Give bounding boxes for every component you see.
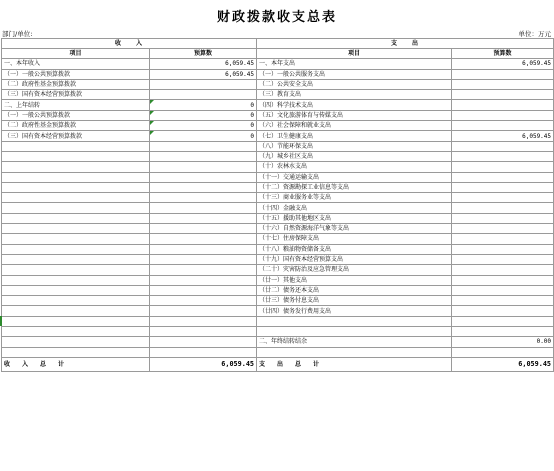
income-value-cell [150,172,257,182]
expense-value-cell [452,224,554,234]
income-item-cell [2,141,150,151]
expense-value-cell [452,306,554,316]
income-value-cell [150,234,257,244]
income-item-cell: （二）政府性基金预算拨款 [2,79,150,89]
expense-item-cell [257,347,452,357]
income-value-cell [150,275,257,285]
table-row [2,141,554,151]
income-value-cell [150,296,257,306]
expense-total-label: 支 出 总 计 [257,357,452,371]
income-item-cell: （三）国有资本经营预算拨款 [2,131,150,141]
table-row [2,100,554,110]
income-value-cell [150,151,257,161]
income-item-cell: （三）国有资本经营预算拨款 [2,90,150,100]
table-row [2,59,554,69]
expense-item-cell: （八）节能环保支出 [257,141,452,151]
income-value-cell [150,265,257,275]
expense-item-cell: （廿二）债务还本支出 [257,285,452,295]
expense-value-cell [452,213,554,223]
income-value-cell [150,193,257,203]
expense-item-cell: （七）卫生健康支出 [257,131,452,141]
expense-value-cell [452,244,554,254]
expense-item-header: 项目 [257,49,452,59]
expense-value-cell [452,121,554,131]
expense-value-cell [452,316,554,326]
income-item-cell [2,213,150,223]
expense-value-cell: 6,059.45 [452,59,554,69]
table-row [2,306,554,316]
income-value-cell [150,347,257,357]
income-value-cell: 6,059.45 [150,69,257,79]
expense-value-cell [452,182,554,192]
expense-item-cell: （廿四）债务发行费用支出 [257,306,452,316]
expense-item-cell: （十九）国有资本经营预算支出 [257,254,452,264]
expense-value-cell [452,347,554,357]
department-label: 部门/单位: [2,30,33,38]
income-value-cell [150,79,257,89]
income-total-value: 6,059.45 [150,357,257,371]
income-item-cell [2,234,150,244]
expense-item-cell: （五）文化旅游体育与传媒支出 [257,110,452,120]
income-value-cell: 0 [150,100,257,110]
income-item-cell [2,193,150,203]
income-section-header: 收 入 [2,39,257,49]
expense-value-cell [452,327,554,337]
expense-item-cell: （十五）援助其他地区支出 [257,213,452,223]
expense-value-cell [452,234,554,244]
expense-item-cell: （三）教育支出 [257,90,452,100]
income-item-header: 项目 [2,49,150,59]
income-value-cell [150,327,257,337]
income-item-cell [2,275,150,285]
expense-value-cell [452,151,554,161]
expense-value-cell [452,296,554,306]
income-total-label: 收 入 总 计 [2,357,150,371]
expense-item-cell: （十四）金融支出 [257,203,452,213]
expense-value-cell [452,69,554,79]
expense-item-cell: （九）城乡社区支出 [257,151,452,161]
income-item-cell [2,224,150,234]
column-header-row [2,49,554,59]
expense-total-value: 6,059.45 [452,357,554,371]
income-item-cell [2,306,150,316]
expense-section-header: 支 出 [257,39,554,49]
expense-item-cell [257,316,452,326]
table-row [2,275,554,285]
expense-item-cell: （一）一般公共服务支出 [257,69,452,79]
income-item-cell: （二）政府性基金预算拨款 [2,121,150,131]
table-row [2,327,554,337]
expense-value-cell [452,110,554,120]
table-row [2,69,554,79]
table-row [2,193,554,203]
expense-value-cell [452,79,554,89]
income-item-cell [2,244,150,254]
budget-table [1,38,554,372]
expense-item-cell: （二）公共安全支出 [257,79,452,89]
expense-item-cell: （十一）交通运输支出 [257,172,452,182]
expense-value-cell [452,254,554,264]
cell-marker [0,316,2,326]
table-row [2,347,554,357]
expense-item-cell: 二、年终结转结余 [257,337,452,347]
expense-value-cell [452,100,554,110]
income-value-cell: 6,059.45 [150,59,257,69]
income-value-cell [150,254,257,264]
income-item-cell [2,172,150,182]
table-row [2,254,554,264]
expense-value-cell [452,172,554,182]
income-item-cell [2,327,150,337]
expense-item-cell: （十六）自然资源海洋气象等支出 [257,224,452,234]
income-value-cell [150,90,257,100]
income-value-cell [150,337,257,347]
expense-item-cell: （二十）灾害防治及应急管理支出 [257,265,452,275]
table-row [2,79,554,89]
income-item-cell [2,182,150,192]
expense-item-cell: （廿三）债务付息支出 [257,296,452,306]
income-item-cell [2,285,150,295]
income-item-cell [2,151,150,161]
table-row [2,172,554,182]
income-value-cell [150,306,257,316]
income-item-cell [2,162,150,172]
table-row [2,203,554,213]
table-row [2,90,554,100]
income-value-cell [150,244,257,254]
income-budget-header: 预算数 [150,49,257,59]
table-row [2,265,554,275]
expense-value-cell [452,285,554,295]
income-item-cell [2,265,150,275]
income-item-cell: （一）一般公共预算拨款 [2,69,150,79]
table-row [2,285,554,295]
income-value-cell [150,182,257,192]
table-row [2,213,554,223]
expense-value-cell [452,203,554,213]
income-item-cell [2,347,150,357]
table-row [2,131,554,141]
income-value-cell [150,224,257,234]
expense-value-cell: 6,059.45 [452,131,554,141]
table-row [2,110,554,120]
expense-item-cell: （十八）粮油物资储备支出 [257,244,452,254]
expense-value-cell [452,141,554,151]
expense-item-cell: （四）科学技术支出 [257,100,452,110]
income-item-cell: （一）一般公共预算拨款 [2,110,150,120]
table-row [2,182,554,192]
expense-value-cell [452,193,554,203]
unit-label: 单位：万元 [518,30,551,38]
income-value-cell [150,141,257,151]
income-value-cell [150,203,257,213]
table-row [2,337,554,347]
table-row [2,224,554,234]
expense-value-cell [452,275,554,285]
totals-row [2,357,554,371]
income-item-cell [2,337,150,347]
expense-budget-header: 预算数 [452,49,554,59]
income-value-cell [150,285,257,295]
table-row [2,244,554,254]
expense-item-cell: （十）农林水支出 [257,162,452,172]
income-item-cell: 一、本年收入 [2,59,150,69]
income-value-cell [150,162,257,172]
expense-item-cell: 一、本年支出 [257,59,452,69]
page-title: 财政拨款收支总表 [216,10,337,25]
expense-value-cell [452,90,554,100]
expense-value-cell [452,162,554,172]
income-value-cell: 0 [150,131,257,141]
income-value-cell: 0 [150,110,257,120]
expense-item-cell: （廿一）其他支出 [257,275,452,285]
expense-item-cell: （六）社会保障和就业支出 [257,121,452,131]
income-value-cell: 0 [150,121,257,131]
expense-item-cell: （十三）商业服务业等支出 [257,193,452,203]
income-value-cell [150,213,257,223]
income-item-cell [2,203,150,213]
income-item-cell [2,296,150,306]
expense-value-cell [452,265,554,275]
table-row [2,296,554,306]
expense-item-cell: （十二）资源勘探工业信息等支出 [257,182,452,192]
income-item-cell [2,254,150,264]
income-value-cell [150,316,257,326]
table-row [2,121,554,131]
expense-item-cell: （十七）住房保障支出 [257,234,452,244]
section-header-row [2,39,554,49]
table-row [2,151,554,161]
income-item-cell: 二、上年结转 [2,100,150,110]
income-item-cell [2,316,150,326]
table-row [2,162,554,172]
table-row [2,316,554,326]
expense-item-cell [257,327,452,337]
table-row [2,234,554,244]
expense-value-cell: 0.00 [452,337,554,347]
